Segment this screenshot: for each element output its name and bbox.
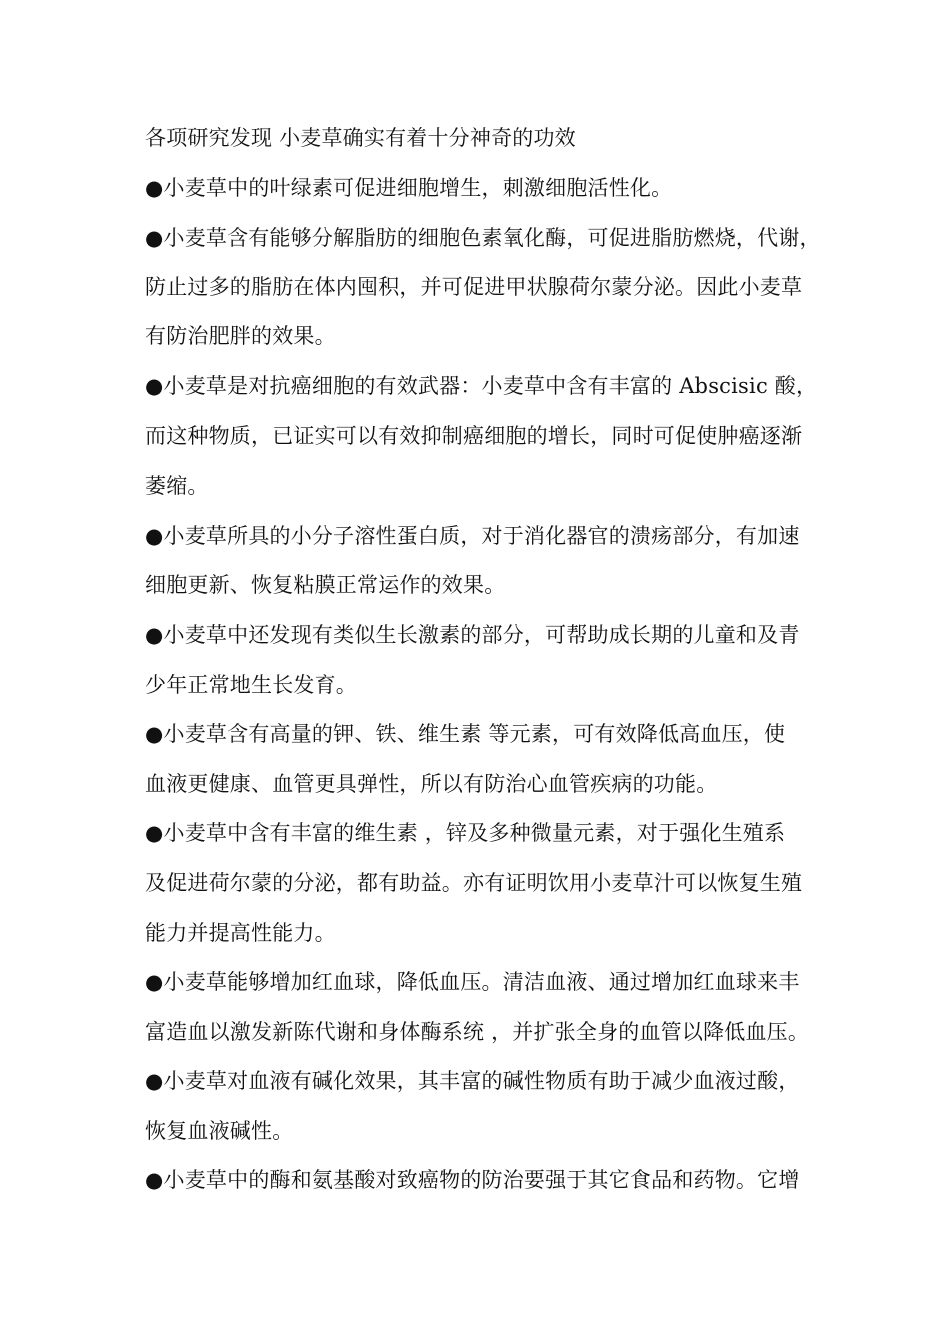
paragraph-line: ●小麦草能够增加红血球，降低血压。清洁血液、通过增加红血球来丰	[145, 970, 800, 994]
paragraph-line: 而这种物质，已证实可以有效抑制癌细胞的增长，同时可促使肿癌逐渐	[145, 424, 803, 448]
paragraph-line: ●小麦草中还发现有类似生长激素的部分，可帮助成长期的儿童和及青	[145, 623, 800, 647]
paragraph-line: 富造血以激发新陈代谢和身体酶系统 ，并扩张全身的血管以降低血压。	[145, 1020, 810, 1044]
paragraph-line: ●小麦草含有高量的钾、铁、维生素 等元素，可有效降低高血压，使	[145, 722, 786, 746]
paragraph-line: 防止过多的脂肪在体内囤积，并可促进甲状腺荷尔蒙分泌。因此小麦草	[145, 275, 803, 299]
paragraph-line: 萎缩。	[145, 474, 209, 498]
paragraph-line: 能力并提高性能力。	[145, 921, 336, 945]
paragraph-line: 及促进荷尔蒙的分泌，都有助益。亦有证明饮用小麦草汁可以恢复生殖	[145, 871, 803, 895]
paragraph-line: 恢复血液碱性。	[145, 1119, 294, 1143]
paragraph-line: ●小麦草对血液有碱化效果，其丰富的碱性物质有助于减少血液过酸，	[145, 1069, 800, 1093]
paragraph-line: ●小麦草是对抗癌细胞的有效武器：小麦草中含有丰富的 Abscisic 酸，	[145, 374, 818, 398]
paragraph-line: 少年正常地生长发育。	[145, 673, 357, 697]
paragraph-line: ●小麦草含有能够分解脂肪的细胞色素氧化酶，可促进脂肪燃烧，代谢，	[145, 226, 821, 250]
document-heading: 各项研究发现 小麦草确实有着十分神奇的功效	[145, 126, 576, 150]
paragraph-line: ●小麦草中含有丰富的维生素 ，锌及多种微量元素，对于强化生殖系	[145, 821, 786, 845]
paragraph-line: ●小麦草所具的小分子溶性蛋白质，对于消化器官的溃疡部分，有加速	[145, 524, 800, 548]
paragraph-line: 血液更健康、血管更具弹性，所以有防治心血管疾病的功能。	[145, 772, 718, 796]
paragraph-line: 细胞更新、恢复粘膜正常运作的效果。	[145, 573, 506, 597]
paragraph-line: ●小麦草中的酶和氨基酸对致癌物的防治要强于其它食品和药物。它增	[145, 1168, 800, 1192]
paragraph-line: ●小麦草中的叶绿素可促进细胞增生，刺激细胞活性化。	[145, 176, 673, 200]
paragraph-line: 有防治肥胖的效果。	[145, 324, 336, 348]
